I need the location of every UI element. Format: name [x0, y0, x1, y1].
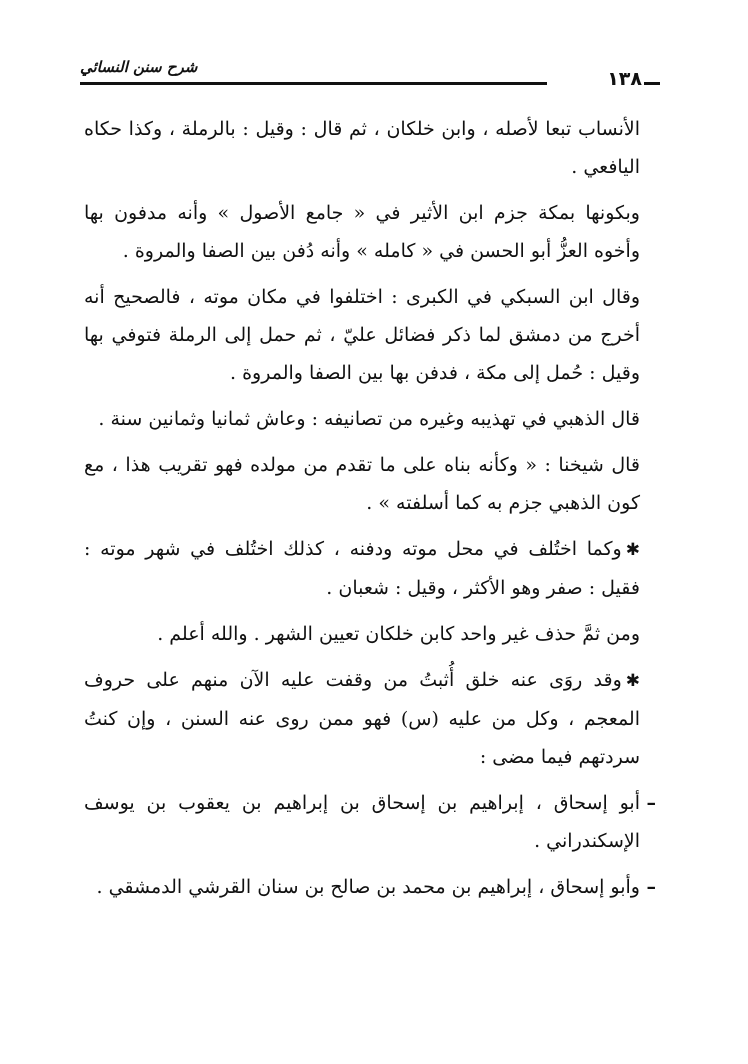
- running-title: شرح سنن النسائي: [80, 58, 198, 76]
- list-item-text: وأبو إسحاق ، إبراهيم بن محمد بن صالح بن سنان القرشي الدمشقي .: [96, 876, 640, 898]
- paragraph-starred: ✱ وقد روَى عنه خلق أُثبتُ من وقفت عليه الآن منهم على حروف المعجم ، وكل من عليه (س) فهو ممن روى عنه السنن ، وإن كنتُ سردتهم فيما مضى :: [84, 661, 640, 776]
- paragraph: وبكونها بمكة جزم ابن الأثير في « جامع الأصول » وأنه مدفون بها وأخوه العزُّ أبو الحسن في « كامله » وأنه دُفن بين الصفا والمروة .: [84, 202, 640, 262]
- paragraph: قال شيخنا : « وكأنه بناه على ما تقدم من مولده فهو تقريب هذا ، مع كون الذهبي جزم به كما أسلفته » .: [84, 454, 640, 514]
- dash-bullet: [647, 868, 657, 906]
- paragraph-starred: ✱ وكما اختُلف في محل موته ودفنه ، كذلك اختُلف في شهر موته : فقيل : صفر وهو الأكثر ، وقيل : شعبان .: [84, 530, 640, 607]
- paragraph: ومن ثمَّ حذف غير واحد كابن خلكان تعيين الشهر . والله أعلم .: [157, 623, 640, 645]
- paragraph: قال الذهبي في تهذيبه وغيره من تصانيفه : وعاش ثمانيا وثمانين سنة .: [98, 408, 640, 430]
- list-item: [84, 784, 640, 860]
- paragraph: وقال ابن السبكي في الكبرى : اختلفوا في مكان موته ، فالصحيح أنه أخرج من دمشق لما ذكر فضائل عليّ ، ثم حمل إلى الرملة فتوفي بها وقيل : حُمل إلى مكة ، فدفن بها بين الصفا والمروة .: [84, 286, 640, 384]
- body-text: [84, 110, 640, 914]
- dash-bullet: [647, 784, 657, 822]
- header-rule-left: [80, 82, 547, 85]
- header-rule-right: [644, 82, 660, 85]
- page-number: ١٣٨: [607, 68, 642, 90]
- page-header: [60, 52, 660, 92]
- paragraph: الأنساب تبعا لأصله ، وابن خلكان ، ثم قال : وقيل : بالرملة ، وكذا حكاه اليافعي .: [84, 118, 640, 178]
- list-item-text: أبو إسحاق ، إبراهيم بن إسحاق بن إبراهيم بن يعقوب بن يوسف الإسكندراني .: [84, 792, 640, 852]
- list-item: [84, 868, 640, 906]
